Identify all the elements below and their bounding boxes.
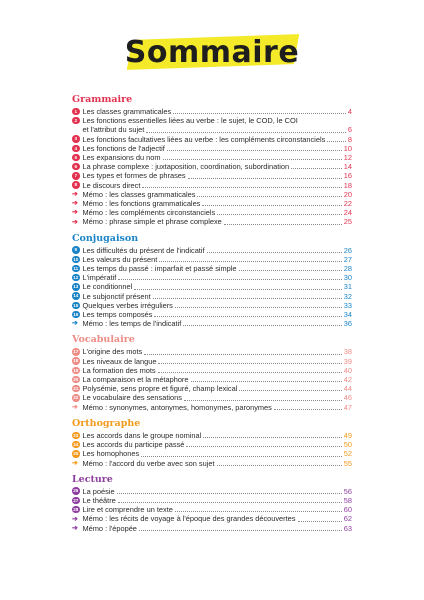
section-vocabulaire [72, 334, 352, 411]
page-number: 50 [343, 440, 352, 450]
section-title: Orthographe [72, 417, 141, 429]
entry-title: Polysémie, sens propre et figuré, champ lexical [82, 384, 238, 394]
entry-title: Les accords dans le groupe nominal [82, 430, 202, 440]
dot-leader [175, 511, 342, 512]
toc-entry [72, 144, 352, 153]
chapter-number-badge: 26 [73, 488, 79, 494]
page-number: 16 [343, 171, 352, 181]
dot-leader [146, 132, 346, 133]
section-title: Lecture [72, 473, 113, 485]
entry-title: Mémo : les compléments circonstanciels [82, 208, 216, 218]
page-number: 18 [343, 180, 352, 190]
arrow-icon: ➔ [72, 524, 78, 532]
toc-entry [72, 310, 352, 319]
arrow-icon: ➔ [72, 515, 78, 523]
section-title: Conjugaison [72, 232, 139, 244]
entry-title: Les fonctions de l'adjectif [82, 143, 165, 153]
dot-leader [167, 150, 342, 151]
page-number: 60 [343, 505, 352, 515]
arrow-icon: ➔ [72, 191, 78, 199]
toc-entry [72, 319, 352, 328]
page-number: 42 [343, 375, 352, 385]
page-number: 47 [343, 402, 352, 412]
chapter-number-badge: 19 [73, 367, 79, 373]
entry-title: Les homophones [82, 449, 140, 459]
toc-entry [72, 162, 352, 171]
toc-entry [72, 487, 352, 496]
entry-title-continued: et l'attribut du sujet [82, 125, 145, 135]
entry-title: La comparaison et la métaphore [82, 375, 189, 385]
toc-entry [72, 190, 352, 199]
page-number: 49 [343, 430, 352, 440]
page-number: 25 [343, 217, 352, 227]
dot-leader [141, 456, 342, 457]
dot-leader [134, 289, 342, 290]
entry-title: Le subjonctif présent [82, 291, 151, 301]
toc-entry [72, 366, 352, 375]
chapter-number-badge: 28 [73, 506, 79, 512]
toc-entry [72, 217, 352, 226]
toc-entry [72, 440, 352, 449]
entry-title: Lire et comprendre un texte [82, 505, 173, 515]
dot-leader [217, 214, 342, 215]
entry-title: Mémo : synonymes, antonymes, homonymes, paronymes [82, 402, 272, 412]
page-number: 26 [343, 245, 352, 255]
chapter-number-badge: 14 [73, 293, 79, 299]
chapter-number-badge: 22 [73, 395, 79, 401]
toc-entry [72, 273, 352, 282]
dot-leader [173, 113, 346, 114]
entry-title: Les expansions du nom [82, 153, 161, 163]
toc-entry [72, 282, 352, 291]
chapter-number-badge: 18 [73, 358, 79, 364]
toc-entry [72, 255, 352, 264]
page-number: 62 [343, 514, 352, 524]
page-number: 6 [347, 125, 352, 135]
dot-leader [183, 325, 342, 326]
title-banner [0, 32, 424, 78]
dot-leader [139, 530, 342, 531]
dot-leader [158, 363, 341, 364]
toc-entry [72, 384, 352, 393]
entry-title: Les niveaux de langue [82, 356, 157, 366]
chapter-number-badge: 3 [72, 135, 80, 143]
entry-title: Les fonctions facultatives liées au verbe : les compléments circonstanciels [82, 134, 326, 144]
chapter-number-badge: 13 [73, 284, 79, 290]
page-number: 63 [343, 523, 352, 533]
dot-leader [197, 196, 341, 197]
section-title: Grammaire [72, 94, 133, 105]
chapter-number-badge: 27 [73, 497, 79, 503]
arrow-icon: ➔ [72, 320, 78, 328]
section-lecture [72, 474, 352, 533]
dot-leader [142, 187, 341, 188]
dot-leader [239, 270, 342, 271]
page-number: 14 [343, 162, 352, 172]
toc-entry [72, 116, 352, 134]
page-number: 20 [343, 189, 352, 199]
entry-title: Mémo : les fonctions grammaticales [82, 199, 201, 209]
toc-entry [72, 135, 352, 144]
dot-leader [175, 307, 342, 308]
toc-entry [72, 292, 352, 301]
page-number: 44 [343, 384, 352, 394]
toc-entry [72, 107, 352, 116]
chapter-number-badge: 6 [72, 163, 80, 171]
entry-title: Mémo : les classes grammaticales [82, 189, 196, 199]
entry-title: Mémo : les temps de l'indicatif [82, 319, 182, 329]
section-grammaire [72, 94, 352, 227]
dot-leader [117, 493, 342, 494]
toc-entry [72, 246, 352, 255]
page-number: 28 [343, 264, 352, 274]
entry-title: Mémo : phrase simple et phrase complexe [82, 217, 222, 227]
arrow-icon: ➔ [72, 209, 78, 217]
chapter-number-badge: 5 [72, 154, 80, 162]
dot-leader [163, 159, 342, 160]
arrow-icon: ➔ [72, 200, 78, 208]
entry-title: Les temps du passé : imparfait et passé simple [82, 264, 237, 274]
page-number: 46 [343, 393, 352, 403]
dot-leader [239, 390, 341, 391]
entry-title: Les accords du participe passé [82, 440, 185, 450]
entry-title: Quelques verbes irréguliers [82, 300, 173, 310]
page-number: 55 [343, 458, 352, 468]
dot-leader [184, 400, 342, 401]
chapter-number-badge: 15 [73, 302, 79, 308]
chapter-number-badge: 16 [73, 311, 79, 317]
toc-entry [72, 181, 352, 190]
dot-leader [274, 409, 342, 410]
toc-entry [72, 171, 352, 180]
entry-title: Le discours direct [82, 180, 141, 190]
entry-title: Le conditionnel [82, 282, 133, 292]
chapter-number-badge: 2 [72, 117, 80, 125]
entry-title: La poésie [82, 486, 115, 496]
chapter-number-badge: 9 [72, 246, 80, 254]
page-number: 24 [343, 208, 352, 218]
entry-title: Les temps composés [82, 310, 153, 320]
page-number: 56 [343, 486, 352, 496]
dot-leader [207, 252, 342, 253]
arrow-icon: ➔ [72, 403, 78, 411]
page-number: 40 [343, 365, 352, 375]
chapter-number-badge: 11 [73, 265, 79, 271]
arrow-icon: ➔ [72, 218, 78, 226]
toc-entry [72, 301, 352, 310]
page-number: 36 [343, 319, 352, 329]
page-number: 31 [343, 282, 352, 292]
toc-entry [72, 264, 352, 273]
arrow-icon: ➔ [72, 459, 78, 467]
dot-leader [291, 168, 342, 169]
toc-entry [72, 375, 352, 384]
chapter-number-badge: 24 [73, 441, 79, 447]
dot-leader [217, 465, 342, 466]
chapter-number-badge: 20 [73, 376, 79, 382]
entry-title: Le vocabulaire des sensations [82, 393, 182, 403]
toc-entry [72, 357, 352, 366]
page-number: 22 [343, 199, 352, 209]
toc-entry [72, 505, 352, 514]
entry-title: Les valeurs du présent [82, 254, 158, 264]
dot-leader [118, 502, 342, 503]
entry-title: L'origine des mots [82, 347, 143, 357]
page-number: 52 [343, 449, 352, 459]
page-number: 33 [343, 300, 352, 310]
page-number: 34 [343, 310, 352, 320]
page-number: 10 [343, 143, 352, 153]
chapter-number-badge: 25 [73, 451, 79, 456]
chapter-number-badge: 12 [73, 274, 79, 280]
toc-entry [72, 496, 352, 505]
toc-entry [72, 449, 352, 458]
entry-title: Les fonctions essentielles liées au verbe : le sujet, le COD, le COI [82, 116, 298, 126]
chapter-number-badge: 8 [72, 181, 80, 189]
dot-leader [224, 224, 342, 225]
chapter-number-badge: 10 [73, 256, 79, 262]
toc-entry [72, 459, 352, 468]
dot-leader [159, 261, 341, 262]
page-number: 39 [343, 356, 352, 366]
chapter-number-badge: 23 [73, 432, 79, 438]
page-title: Sommaire [124, 35, 300, 70]
dot-leader [203, 437, 342, 438]
entry-title: La phrase complexe : juxtaposition, coordination, subordination [82, 162, 290, 172]
toc-entry [72, 514, 352, 523]
dot-leader [144, 354, 342, 355]
dot-leader [186, 446, 341, 447]
page-number: 12 [343, 153, 352, 163]
entry-title: Mémo : l'accord du verbe avec son sujet [82, 458, 215, 468]
page-number: 4 [347, 107, 352, 116]
toc-entry [72, 199, 352, 208]
dot-leader [202, 205, 341, 206]
dot-leader [118, 279, 341, 280]
chapter-number-badge: 7 [72, 172, 80, 180]
page-number: 30 [343, 273, 352, 283]
section-conjugaison [72, 233, 352, 329]
page-number: 32 [343, 291, 352, 301]
dot-leader [191, 381, 342, 382]
entry-title: Les classes grammaticales [82, 107, 172, 116]
toc-entry [72, 153, 352, 162]
toc-entry [72, 403, 352, 412]
entry-title: Le théâtre [82, 495, 116, 505]
toc-entry [72, 208, 352, 217]
chapter-number-badge: 1 [72, 108, 80, 116]
entry-title: La formation des mots [82, 365, 156, 375]
toc-entry [72, 431, 352, 440]
dot-leader [153, 298, 342, 299]
dot-leader [327, 141, 346, 142]
dot-leader [154, 316, 341, 317]
toc-entry [72, 524, 352, 533]
entry-title: Les difficultés du présent de l'indicatif [82, 245, 205, 255]
entry-title: Les types et formes de phrases [82, 171, 186, 181]
entry-title: Mémo : les récits de voyage à l'époque des grandes découvertes [82, 514, 296, 524]
page-number: 38 [343, 347, 352, 357]
page-number: 27 [343, 254, 352, 264]
entry-title: Mémo : l'épopée [82, 523, 137, 533]
chapter-number-badge: 21 [73, 385, 79, 391]
section-title: Vocabulaire [72, 334, 135, 346]
dot-leader [158, 372, 342, 373]
toc-entry [72, 393, 352, 402]
dot-leader [298, 521, 342, 522]
section-orthographe [72, 418, 352, 468]
chapter-number-badge: 4 [72, 145, 80, 153]
toc-entry [72, 347, 352, 356]
page-number: 8 [347, 134, 352, 144]
page-number: 58 [343, 495, 352, 505]
table-of-contents [72, 94, 352, 539]
dot-leader [188, 178, 342, 179]
entry-title: L'impératif [82, 273, 117, 283]
chapter-number-badge: 17 [73, 349, 79, 355]
